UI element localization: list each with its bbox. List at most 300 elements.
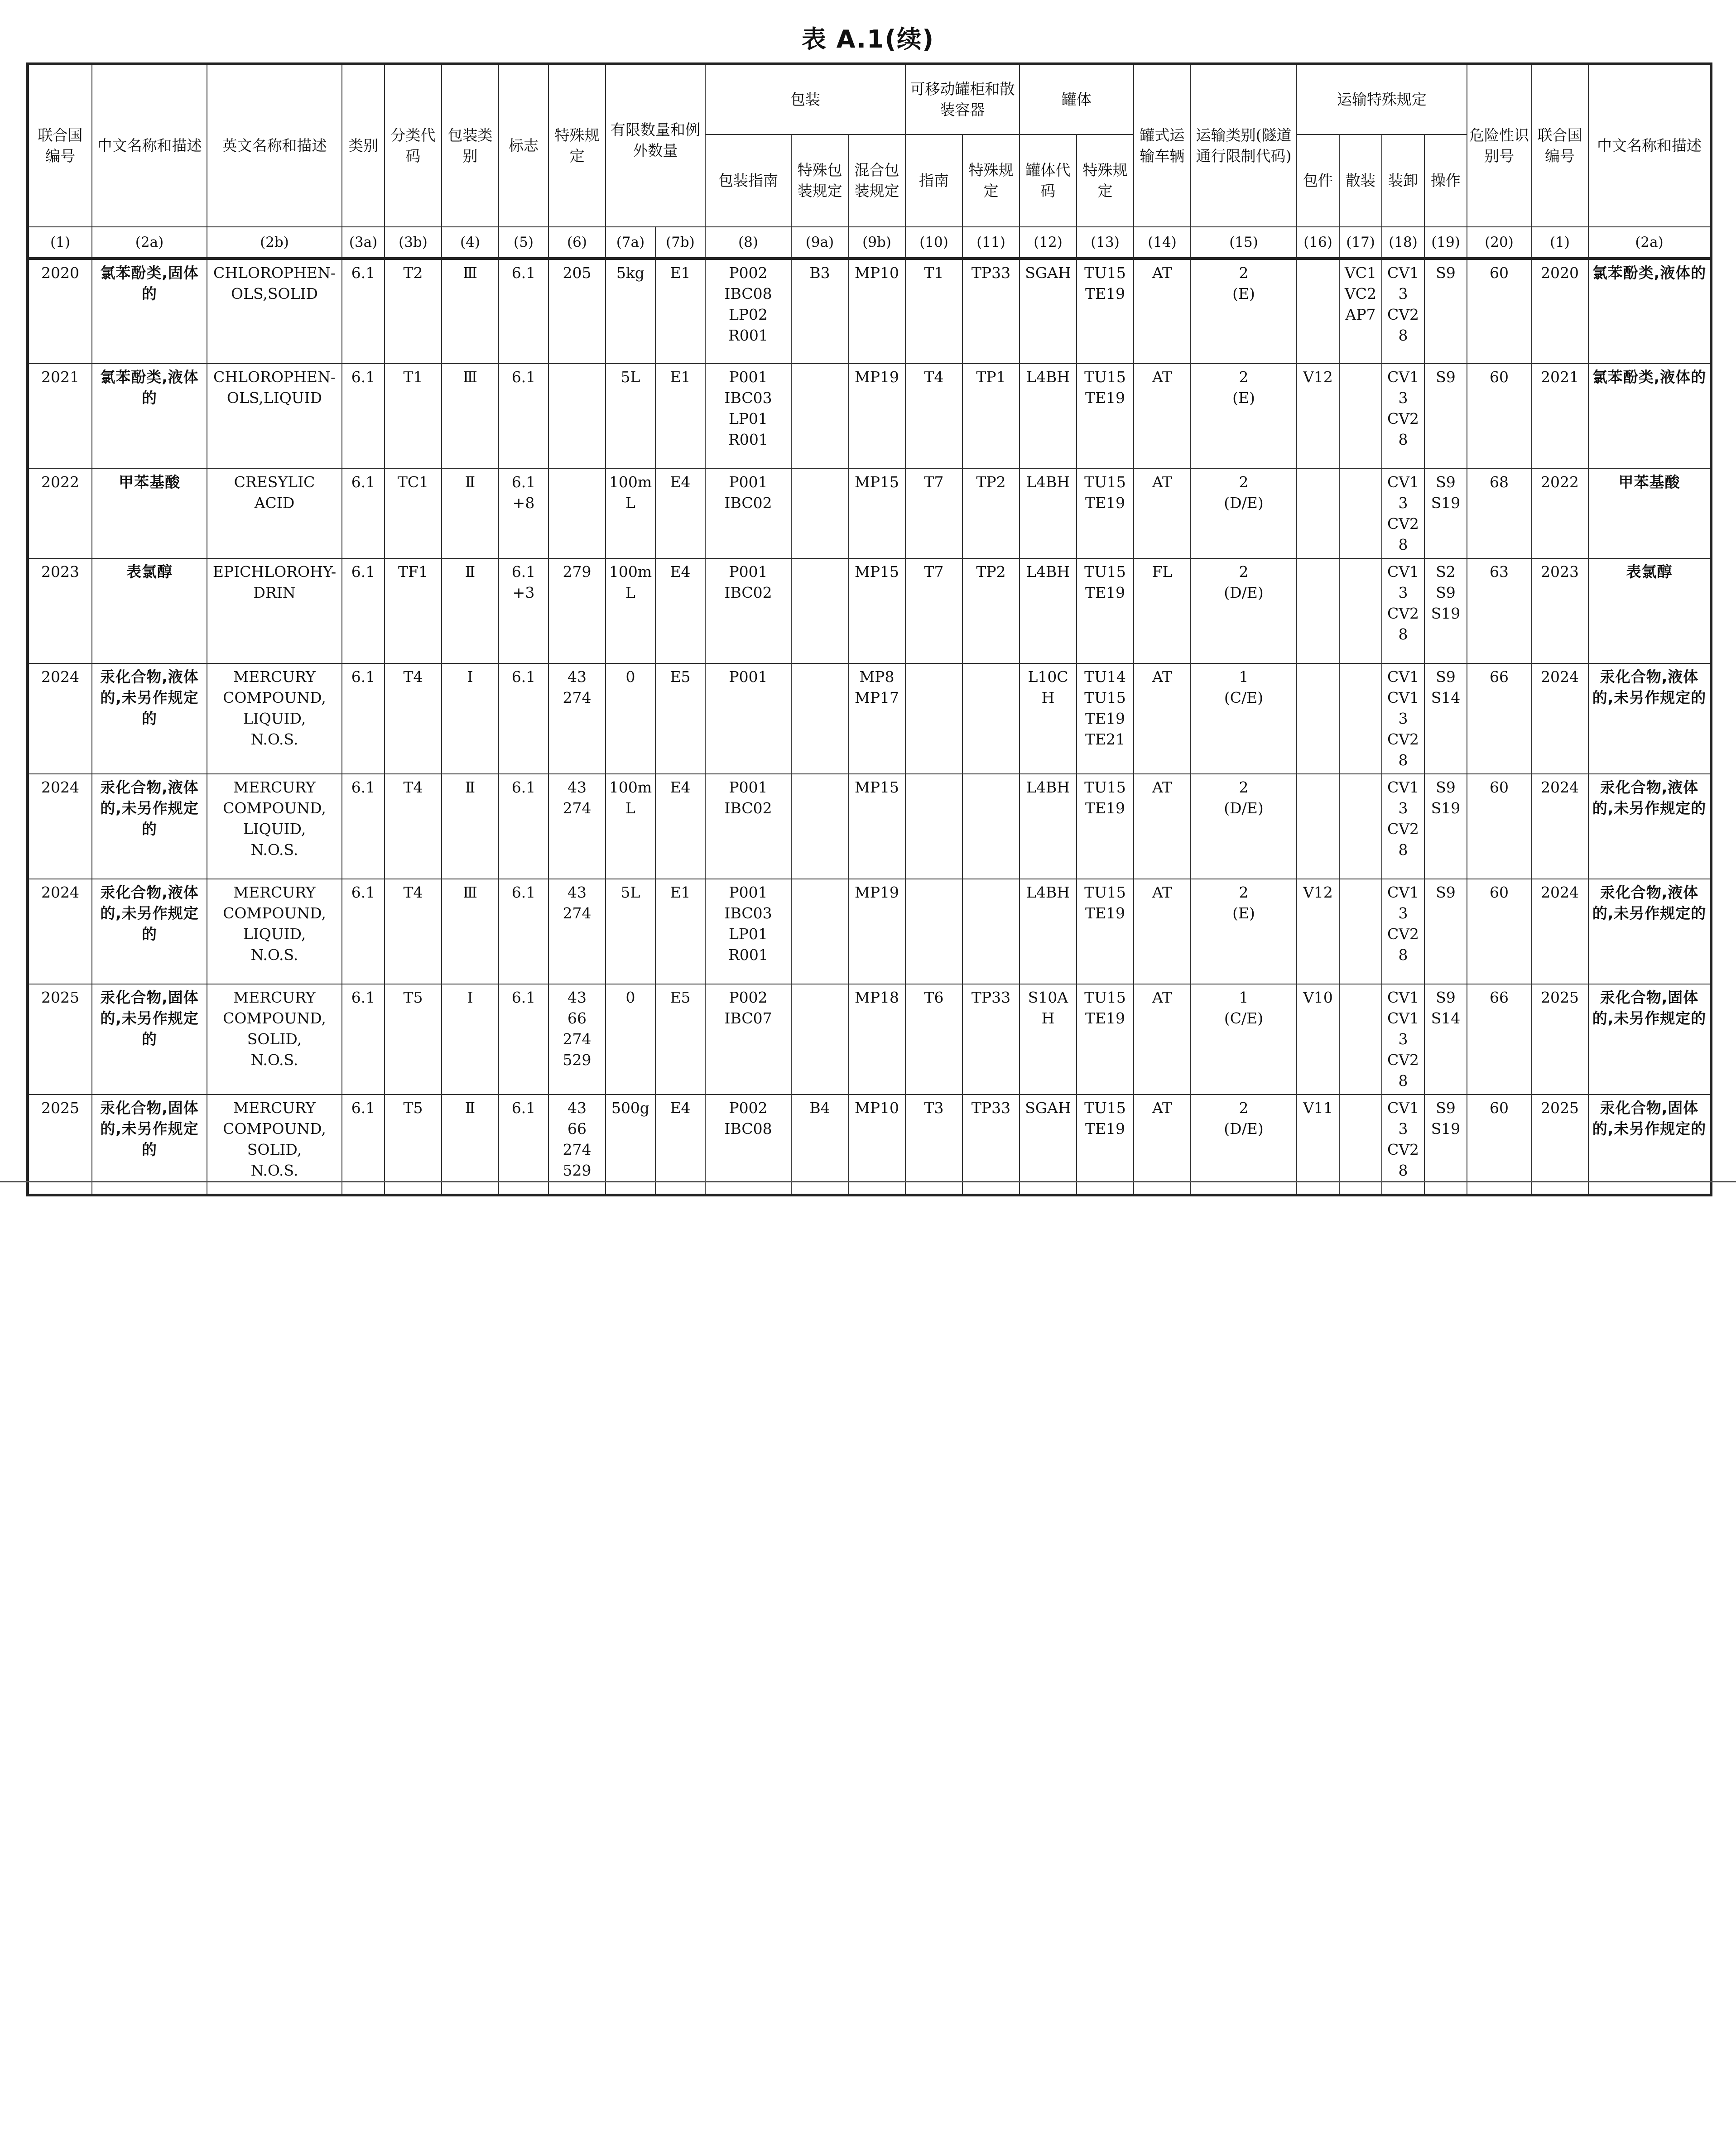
cell-un-number: 2024 — [28, 663, 92, 774]
cell-hazard-id: 66 — [1467, 663, 1531, 774]
table-row — [28, 469, 1711, 558]
cell-name-cn-repeat: 氯苯酚类,液体的 — [1588, 259, 1711, 364]
cell-pkg-instructions: P002 IBC08 LP02 R001 — [705, 259, 791, 364]
column-number: (3b) — [385, 227, 442, 259]
cell-special-provisions: 43 274 — [548, 879, 606, 984]
column-number: (6) — [548, 227, 606, 259]
cell-packing-group: Ⅱ — [442, 1095, 499, 1195]
cell-tank-vehicle: AT — [1134, 1095, 1191, 1195]
cell-operation: S9 — [1424, 364, 1467, 469]
cell-pt-instructions: T7 — [905, 469, 962, 558]
header-packages: 包件 — [1297, 134, 1339, 227]
cell-name-cn-repeat: 氯苯酚类,液体的 — [1588, 364, 1711, 469]
cell-class: 6.1 — [342, 984, 385, 1095]
cell-operation: S9 S19 — [1424, 1095, 1467, 1195]
cell-transport-category: 2 (D/E) — [1191, 774, 1297, 879]
dangerous-goods-table-wrapper — [26, 62, 1711, 1196]
cell-pkg-mixed: MP19 — [848, 879, 905, 984]
cell-name-cn: 氯苯酚类,固体的 — [92, 259, 207, 364]
column-number: (17) — [1339, 227, 1382, 259]
column-number: (15) — [1191, 227, 1297, 259]
cell-class-code: TF1 — [385, 558, 442, 663]
cell-operation: S2 S9 S19 — [1424, 558, 1467, 663]
cell-class: 6.1 — [342, 469, 385, 558]
cell-special-provisions — [548, 364, 606, 469]
header-labels: 标志 — [499, 64, 548, 227]
header-name-en: 英文名称和描述 — [207, 64, 342, 227]
cell-bulk — [1339, 1095, 1382, 1195]
cell-packages: V11 — [1297, 1095, 1339, 1195]
cell-pkg-special — [791, 984, 848, 1095]
cell-loading: CV13 CV28 — [1382, 558, 1424, 663]
cell-tank-code: L4BH — [1019, 774, 1077, 879]
column-number: (8) — [705, 227, 791, 259]
cell-name-en: EPICHLOROHY- DRIN — [207, 558, 342, 663]
cell-limited-quantity: 500g — [606, 1095, 655, 1195]
cell-transport-category: 2 (D/E) — [1191, 1095, 1297, 1195]
cell-pkg-instructions: P002 IBC08 — [705, 1095, 791, 1195]
cell-un-number: 2021 — [28, 364, 92, 469]
column-number: (5) — [499, 227, 548, 259]
cell-pkg-mixed: MP15 — [848, 774, 905, 879]
cell-name-cn: 汞化合物,液体的,未另作规定的 — [92, 774, 207, 879]
cell-transport-category: 1 (C/E) — [1191, 663, 1297, 774]
cell-pkg-special — [791, 469, 848, 558]
cell-limited-quantity: 0 — [606, 663, 655, 774]
cell-pt-instructions: T4 — [905, 364, 962, 469]
cell-labels: 6.1 — [499, 984, 548, 1095]
cell-tank-special: TU15 TE19 — [1077, 879, 1134, 984]
header-pkg-instructions: 包装指南 — [705, 134, 791, 227]
cell-pkg-mixed: MP15 — [848, 469, 905, 558]
table-row — [28, 879, 1711, 984]
cell-pkg-mixed: MP8 MP17 — [848, 663, 905, 774]
column-number: (7a) — [606, 227, 655, 259]
column-number: (18) — [1382, 227, 1424, 259]
cell-pt-special: TP2 — [962, 558, 1019, 663]
cell-excepted-quantity: E1 — [655, 259, 705, 364]
header-class: 类别 — [342, 64, 385, 227]
cell-limited-quantity: 100mL — [606, 774, 655, 879]
cell-class: 6.1 — [342, 364, 385, 469]
header-packaging: 包装 — [705, 64, 905, 134]
cell-labels: 6.1 — [499, 1095, 548, 1195]
column-number: (2b) — [207, 227, 342, 259]
header-name-cn-repeat: 中文名称和描述 — [1588, 64, 1711, 227]
cell-hazard-id: 60 — [1467, 1095, 1531, 1195]
column-number: (2a) — [92, 227, 207, 259]
cell-name-cn: 汞化合物,固体的,未另作规定的 — [92, 1095, 207, 1195]
cell-transport-category: 2 (D/E) — [1191, 469, 1297, 558]
cell-limited-quantity: 5kg — [606, 259, 655, 364]
cell-hazard-id: 63 — [1467, 558, 1531, 663]
cell-tank-code: L4BH — [1019, 469, 1077, 558]
cell-un-number: 2024 — [28, 879, 92, 984]
cell-loading: CV13 CV28 — [1382, 364, 1424, 469]
cell-class: 6.1 — [342, 1095, 385, 1195]
cell-pkg-instructions: P001 — [705, 663, 791, 774]
cell-name-cn-repeat: 汞化合物,液体的,未另作规定的 — [1588, 663, 1711, 774]
cell-un-number-repeat: 2025 — [1531, 984, 1588, 1095]
cell-bulk — [1339, 469, 1382, 558]
cell-excepted-quantity: E4 — [655, 1095, 705, 1195]
cell-tank-vehicle: FL — [1134, 558, 1191, 663]
cell-pt-instructions — [905, 663, 962, 774]
cell-pkg-mixed: MP18 — [848, 984, 905, 1095]
cell-tank-code: SGAH — [1019, 259, 1077, 364]
cell-pkg-instructions: P001 IBC02 — [705, 774, 791, 879]
cell-un-number: 2020 — [28, 259, 92, 364]
cell-tank-special: TU15 TE19 — [1077, 1095, 1134, 1195]
cell-pkg-mixed: MP10 — [848, 1095, 905, 1195]
cell-hazard-id: 68 — [1467, 469, 1531, 558]
cell-pkg-instructions: P001 IBC02 — [705, 558, 791, 663]
cell-name-cn-repeat: 汞化合物,固体的,未另作规定的 — [1588, 1095, 1711, 1195]
cell-pt-instructions — [905, 774, 962, 879]
cell-un-number-repeat: 2025 — [1531, 1095, 1588, 1195]
cell-name-en: CHLOROPHEN- OLS,LIQUID — [207, 364, 342, 469]
cell-excepted-quantity: E1 — [655, 364, 705, 469]
cell-loading: CV1 CV13 CV28 — [1382, 663, 1424, 774]
page-title: 表 A.1(续) — [801, 25, 935, 53]
cell-tank-special: TU15 TE19 — [1077, 364, 1134, 469]
cell-limited-quantity: 100mL — [606, 469, 655, 558]
cell-class: 6.1 — [342, 663, 385, 774]
header-tank-special: 特殊规定 — [1077, 134, 1134, 227]
cell-operation: S9 S14 — [1424, 663, 1467, 774]
cell-packages — [1297, 663, 1339, 774]
cell-special-provisions: 43 274 — [548, 774, 606, 879]
cell-pkg-special — [791, 364, 848, 469]
cell-class-code: T4 — [385, 774, 442, 879]
column-number-row — [28, 227, 1711, 259]
cell-pt-instructions — [905, 879, 962, 984]
cell-transport-category: 1 (C/E) — [1191, 984, 1297, 1095]
cell-name-cn-repeat: 汞化合物,固体的,未另作规定的 — [1588, 984, 1711, 1095]
table-row — [28, 663, 1711, 774]
cell-pkg-instructions: P001 IBC03 LP01 R001 — [705, 879, 791, 984]
column-number: (7b) — [655, 227, 705, 259]
cell-class-code: TC1 — [385, 469, 442, 558]
header-un-number: 联合国编号 — [28, 64, 92, 227]
cell-pkg-mixed: MP15 — [848, 558, 905, 663]
cell-tank-code: L4BH — [1019, 879, 1077, 984]
cell-loading: CV13 CV28 — [1382, 1095, 1424, 1195]
header-name-cn: 中文名称和描述 — [92, 64, 207, 227]
cell-excepted-quantity: E4 — [655, 558, 705, 663]
cell-hazard-id: 66 — [1467, 984, 1531, 1095]
cell-class-code: T5 — [385, 1095, 442, 1195]
cell-tank-special: TU15 TE19 — [1077, 558, 1134, 663]
cell-labels: 6.1 — [499, 774, 548, 879]
dangerous-goods-table — [26, 62, 1712, 1196]
cell-tank-special: TU15 TE19 — [1077, 469, 1134, 558]
cell-loading: CV13 CV28 — [1382, 469, 1424, 558]
cell-pt-special: TP2 — [962, 469, 1019, 558]
cell-tank-special: TU15 TE19 — [1077, 259, 1134, 364]
cell-pkg-special — [791, 774, 848, 879]
column-number: (19) — [1424, 227, 1467, 259]
cell-un-number-repeat: 2024 — [1531, 663, 1588, 774]
header-special-carriage: 运输特殊规定 — [1297, 64, 1467, 134]
cell-labels: 6.1 — [499, 364, 548, 469]
cell-name-cn: 氯苯酚类,液体的 — [92, 364, 207, 469]
cell-tank-special: TU15 TE19 — [1077, 984, 1134, 1095]
cell-tank-code: L10CH — [1019, 663, 1077, 774]
cell-packages — [1297, 774, 1339, 879]
column-number: (9a) — [791, 227, 848, 259]
cell-name-cn: 汞化合物,液体的,未另作规定的 — [92, 663, 207, 774]
cell-pkg-special: B4 — [791, 1095, 848, 1195]
cell-packing-group: Ⅱ — [442, 558, 499, 663]
column-number: (9b) — [848, 227, 905, 259]
cell-packing-group: Ⅱ — [442, 469, 499, 558]
table-row — [28, 1095, 1711, 1195]
cell-special-provisions: 43 66 274 529 — [548, 984, 606, 1095]
cell-loading: CV13 CV28 — [1382, 259, 1424, 364]
cell-name-en: MERCURY COMPOUND, SOLID, N.O.S. — [207, 1095, 342, 1195]
table-row — [28, 774, 1711, 879]
cell-pkg-instructions: P001 IBC02 — [705, 469, 791, 558]
column-number: (4) — [442, 227, 499, 259]
header-pt-instructions: 指南 — [905, 134, 962, 227]
cell-pkg-mixed: MP10 — [848, 259, 905, 364]
header-bulk: 散装 — [1339, 134, 1382, 227]
cell-tank-vehicle: AT — [1134, 259, 1191, 364]
cell-class: 6.1 — [342, 879, 385, 984]
cell-pt-special: TP33 — [962, 1095, 1019, 1195]
cell-un-number: 2025 — [28, 984, 92, 1095]
cell-bulk — [1339, 364, 1382, 469]
column-number: (12) — [1019, 227, 1077, 259]
cell-tank-special: TU14 TU15 TE19 TE21 — [1077, 663, 1134, 774]
cell-labels: 6.1 +3 — [499, 558, 548, 663]
column-number: (1) — [1531, 227, 1588, 259]
header-limited-quantity: 有限数量和例外数量 — [606, 64, 705, 227]
cell-bulk — [1339, 558, 1382, 663]
cell-loading: CV13 CV28 — [1382, 774, 1424, 879]
cell-special-provisions: 205 — [548, 259, 606, 364]
cell-transport-category: 2 (E) — [1191, 259, 1297, 364]
cell-bulk — [1339, 984, 1382, 1095]
cell-excepted-quantity: E1 — [655, 879, 705, 984]
cell-tank-vehicle: AT — [1134, 774, 1191, 879]
cell-labels: 6.1 +8 — [499, 469, 548, 558]
cell-pkg-special — [791, 879, 848, 984]
cell-packing-group: Ⅲ — [442, 259, 499, 364]
cell-pkg-mixed: MP19 — [848, 364, 905, 469]
cell-name-cn: 甲苯基酸 — [92, 469, 207, 558]
cell-class: 6.1 — [342, 259, 385, 364]
cell-class: 6.1 — [342, 774, 385, 879]
header-operation: 操作 — [1424, 134, 1467, 227]
cell-packages — [1297, 259, 1339, 364]
cell-tank-code: S10AH — [1019, 984, 1077, 1095]
cell-limited-quantity: 100mL — [606, 558, 655, 663]
cell-special-provisions: 279 — [548, 558, 606, 663]
cell-special-provisions: 43 66 274 529 — [548, 1095, 606, 1195]
cell-name-cn-repeat: 汞化合物,液体的,未另作规定的 — [1588, 774, 1711, 879]
cell-pt-special: TP33 — [962, 259, 1019, 364]
cell-name-cn-repeat: 表氯醇 — [1588, 558, 1711, 663]
header-tanks: 罐体 — [1019, 64, 1134, 134]
header-un-number-repeat: 联合国编号 — [1531, 64, 1588, 227]
cell-name-cn-repeat: 甲苯基酸 — [1588, 469, 1711, 558]
cell-special-provisions: 43 274 — [548, 663, 606, 774]
cell-un-number-repeat: 2022 — [1531, 469, 1588, 558]
column-number: (13) — [1077, 227, 1134, 259]
header-packing-group: 包装类别 — [442, 64, 499, 227]
cell-tank-vehicle: AT — [1134, 879, 1191, 984]
cell-bulk: VC1 VC2 AP7 — [1339, 259, 1382, 364]
cell-name-en: MERCURY COMPOUND, LIQUID, N.O.S. — [207, 879, 342, 984]
cell-un-number-repeat: 2020 — [1531, 259, 1588, 364]
cell-un-number-repeat: 2024 — [1531, 774, 1588, 879]
cell-bulk — [1339, 663, 1382, 774]
header-pt-special: 特殊规定 — [962, 134, 1019, 227]
cell-excepted-quantity: E4 — [655, 774, 705, 879]
cell-tank-code: SGAH — [1019, 1095, 1077, 1195]
cell-limited-quantity: 5L — [606, 879, 655, 984]
cell-class-code: T5 — [385, 984, 442, 1095]
cell-class-code: T4 — [385, 663, 442, 774]
cell-name-cn: 表氯醇 — [92, 558, 207, 663]
cell-tank-vehicle: AT — [1134, 984, 1191, 1095]
cell-packages — [1297, 469, 1339, 558]
cell-un-number: 2023 — [28, 558, 92, 663]
cell-packages — [1297, 558, 1339, 663]
cell-packing-group: Ⅲ — [442, 364, 499, 469]
cell-hazard-id: 60 — [1467, 364, 1531, 469]
cell-bulk — [1339, 879, 1382, 984]
cell-excepted-quantity: E4 — [655, 469, 705, 558]
header-hazard-id: 危险性识别号 — [1467, 64, 1531, 227]
header-loading: 装卸 — [1382, 134, 1424, 227]
cell-pt-special — [962, 774, 1019, 879]
cell-name-cn-repeat: 汞化合物,液体的,未另作规定的 — [1588, 879, 1711, 984]
cell-operation: S9 — [1424, 879, 1467, 984]
cell-packing-group: Ⅰ — [442, 984, 499, 1095]
cell-pt-special — [962, 663, 1019, 774]
cell-pt-instructions: T6 — [905, 984, 962, 1095]
column-number: (11) — [962, 227, 1019, 259]
table-row — [28, 558, 1711, 663]
cell-class-code: T2 — [385, 259, 442, 364]
header-class-code: 分类代码 — [385, 64, 442, 227]
table-body — [28, 259, 1711, 1195]
cell-un-number: 2022 — [28, 469, 92, 558]
cell-name-en: MERCURY COMPOUND, SOLID, N.O.S. — [207, 984, 342, 1095]
cell-packing-group: Ⅰ — [442, 663, 499, 774]
cell-transport-category: 2 (E) — [1191, 364, 1297, 469]
cell-pkg-instructions: P002 IBC07 — [705, 984, 791, 1095]
cell-hazard-id: 60 — [1467, 879, 1531, 984]
cell-packages: V12 — [1297, 364, 1339, 469]
cell-loading: CV1 CV13 CV28 — [1382, 984, 1424, 1095]
cell-pkg-special — [791, 558, 848, 663]
cell-operation: S9 — [1424, 259, 1467, 364]
cell-limited-quantity: 5L — [606, 364, 655, 469]
cell-name-en: MERCURY COMPOUND, LIQUID, N.O.S. — [207, 774, 342, 879]
cell-packing-group: Ⅲ — [442, 879, 499, 984]
cell-operation: S9 S14 — [1424, 984, 1467, 1095]
header-tank-code: 罐体代码 — [1019, 134, 1077, 227]
cell-un-number: 2025 — [28, 1095, 92, 1195]
cell-loading: CV13 CV28 — [1382, 879, 1424, 984]
header-pkg-mixed: 混合包装规定 — [848, 134, 905, 227]
cell-operation: S9 S19 — [1424, 774, 1467, 879]
cell-pkg-special — [791, 663, 848, 774]
header-pkg-special: 特殊包装规定 — [791, 134, 848, 227]
cell-un-number-repeat: 2023 — [1531, 558, 1588, 663]
column-number: (16) — [1297, 227, 1339, 259]
page-divider — [0, 1181, 1736, 1182]
cell-class: 6.1 — [342, 558, 385, 663]
cell-name-cn: 汞化合物,固体的,未另作规定的 — [92, 984, 207, 1095]
cell-bulk — [1339, 774, 1382, 879]
column-number: (10) — [905, 227, 962, 259]
column-number: (14) — [1134, 227, 1191, 259]
cell-special-provisions — [548, 469, 606, 558]
column-number: (1) — [28, 227, 92, 259]
column-number: (3a) — [342, 227, 385, 259]
cell-tank-code: L4BH — [1019, 364, 1077, 469]
cell-pt-special — [962, 879, 1019, 984]
table-row — [28, 984, 1711, 1095]
cell-labels: 6.1 — [499, 259, 548, 364]
cell-excepted-quantity: E5 — [655, 984, 705, 1095]
cell-labels: 6.1 — [499, 879, 548, 984]
cell-class-code: T4 — [385, 879, 442, 984]
cell-name-en: CHLOROPHEN- OLS,SOLID — [207, 259, 342, 364]
cell-tank-code: L4BH — [1019, 558, 1077, 663]
cell-name-en: MERCURY COMPOUND, LIQUID, N.O.S. — [207, 663, 342, 774]
cell-pt-special: TP1 — [962, 364, 1019, 469]
cell-operation: S9 S19 — [1424, 469, 1467, 558]
cell-packages: V10 — [1297, 984, 1339, 1095]
cell-name-en: CRESYLIC ACID — [207, 469, 342, 558]
cell-excepted-quantity: E5 — [655, 663, 705, 774]
cell-transport-category: 2 (E) — [1191, 879, 1297, 984]
column-number: (2a) — [1588, 227, 1711, 259]
header-transport-category: 运输类别(隧道通行限制代码) — [1191, 64, 1297, 227]
cell-pkg-instructions: P001 IBC03 LP01 R001 — [705, 364, 791, 469]
header-special-provisions: 特殊规定 — [548, 64, 606, 227]
cell-pt-instructions: T7 — [905, 558, 962, 663]
cell-tank-vehicle: AT — [1134, 364, 1191, 469]
cell-un-number: 2024 — [28, 774, 92, 879]
cell-name-cn: 汞化合物,液体的,未另作规定的 — [92, 879, 207, 984]
cell-packages: V12 — [1297, 879, 1339, 984]
table-row — [28, 259, 1711, 364]
cell-limited-quantity: 0 — [606, 984, 655, 1095]
header-portable-tanks: 可移动罐柜和散装容器 — [905, 64, 1019, 134]
cell-tank-vehicle: AT — [1134, 663, 1191, 774]
column-number: (20) — [1467, 227, 1531, 259]
cell-tank-vehicle: AT — [1134, 469, 1191, 558]
cell-pt-instructions: T1 — [905, 259, 962, 364]
cell-hazard-id: 60 — [1467, 774, 1531, 879]
cell-class-code: T1 — [385, 364, 442, 469]
header-tank-vehicle: 罐式运输车辆 — [1134, 64, 1191, 227]
cell-pkg-special: B3 — [791, 259, 848, 364]
cell-tank-special: TU15 TE19 — [1077, 774, 1134, 879]
cell-packing-group: Ⅱ — [442, 774, 499, 879]
cell-pt-instructions: T3 — [905, 1095, 962, 1195]
cell-labels: 6.1 — [499, 663, 548, 774]
cell-hazard-id: 60 — [1467, 259, 1531, 364]
cell-pt-special: TP33 — [962, 984, 1019, 1095]
